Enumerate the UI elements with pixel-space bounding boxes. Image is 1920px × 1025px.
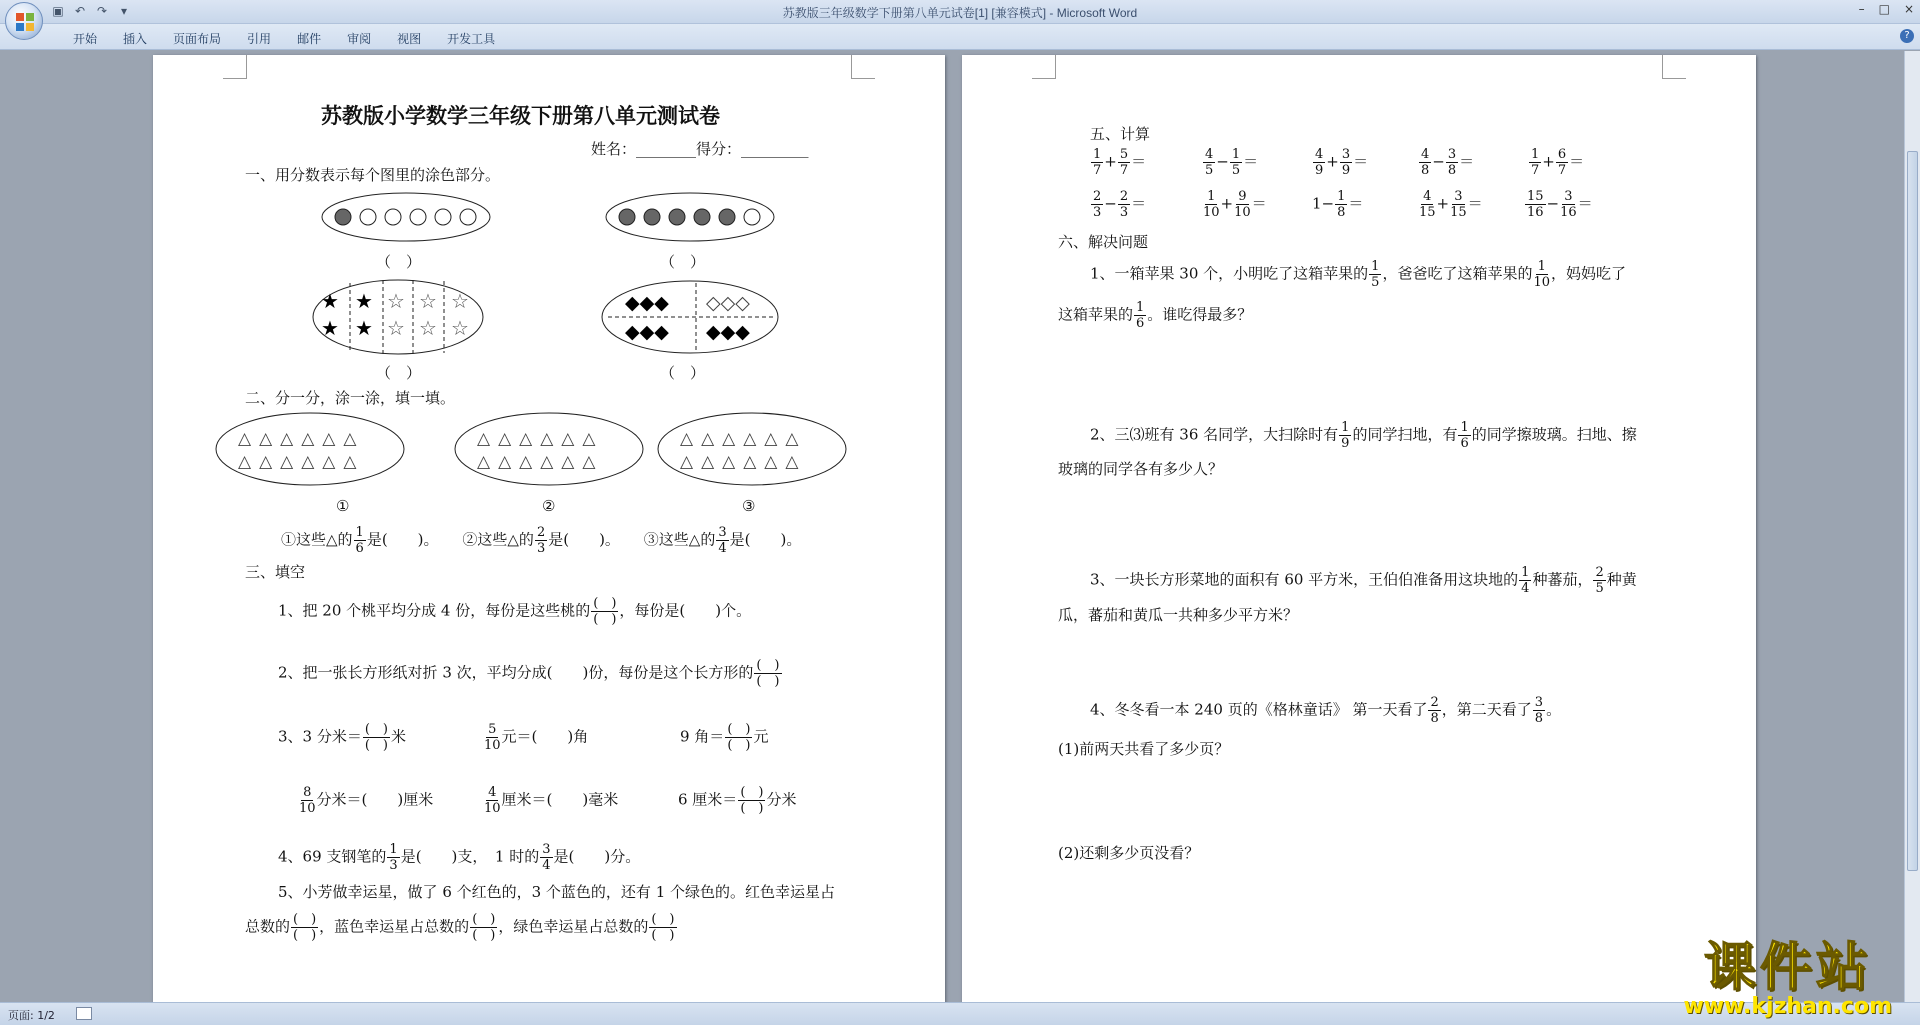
fill-question-3c: 9 角＝ $\frac{( )}{( )}$ 元 [680, 722, 769, 753]
svg-text:☆: ☆ [451, 316, 469, 340]
fill-question-5: 5、小芳做幸运星，做了 6 个红色的，3 个蓝色的，还有 1 个绿色的。红色幸运星占 [278, 883, 836, 901]
question-text: 是( )支， 1 时的 [400, 847, 540, 866]
question-text: ，蓝色幸运星占总数的 [319, 917, 470, 936]
calc-row-1: $\frac{4}{9}$ + $\frac{3}{9}$ ＝ [1315, 147, 1369, 178]
title-bar [0, 0, 1920, 24]
problem-4-part-2: (2)还剩多少页没看？ [1058, 844, 1200, 862]
section-2-question: ①这些△的 $\frac{1}{6}$ 是( )。 ②这些△的 $\frac{2}{3}$ 是( )。 ③这些△的 $\frac{3}{4}$ 是( )。 [281, 525, 802, 556]
window-title: 苏教版三年级数学下册第八单元试卷[1] [兼容模式] - Microsoft Word [782, 6, 1138, 20]
question-text: 种黄 [1606, 570, 1637, 589]
answer-blank: （ ） [660, 253, 706, 271]
question-text: 是( )。 [366, 530, 439, 549]
help-icon[interactable]: ? [1900, 29, 1914, 43]
question-text: ，爸爸吃了这箱苹果的 [1382, 264, 1533, 283]
calc-row-2: $\frac{2}{3}$ − $\frac{2}{3}$ ＝ [1093, 189, 1147, 220]
question-text: 厘米＝( )毫米 [501, 790, 619, 809]
svg-text:◆◆◆: ◆◆◆ [706, 321, 750, 343]
problem-1: 1、一箱苹果 30 个，小明吃了这箱苹果的 $\frac{1}{5}$ ，爸爸吃了这箱苹果的 $\frac{1}{10}$ ，妈妈吃了 [1090, 259, 1627, 290]
question-text: 2、三⑶班有 36 名同学，大扫除时有 [1090, 425, 1339, 444]
question-text: ，妈妈吃了 [1551, 264, 1627, 283]
document-workspace [0, 51, 1904, 1002]
question-text: 。谁吃得最多？ [1147, 305, 1253, 324]
office-logo-icon [15, 12, 35, 32]
answer-blank: （ ） [376, 253, 422, 271]
problem-3: 3、一块长方形菜地的面积有 60 平方米，王伯伯准备用这块地的 $\frac{1}{4}$ 种蕃茄， $\frac{2}{5}$ 种黄 [1090, 565, 1637, 596]
calc-row-1: $\frac{4}{5}$ − $\frac{1}{5}$ ＝ [1205, 147, 1259, 178]
document-page-1[interactable] [153, 55, 945, 1002]
section-3-heading: 三、填空 [245, 563, 306, 581]
question-text: ，每份是( )个。 [619, 601, 752, 620]
figure-circles-2 [606, 193, 774, 241]
section-2-heading: 二、分一分，涂一涂，填一填。 [245, 389, 456, 407]
fill-question-3b: $\frac{5}{10}$ 元＝( )角 [484, 722, 589, 753]
tab-mailings[interactable]: 邮件 [297, 32, 322, 46]
question-text: 是( )分。 [553, 847, 641, 866]
status-bar [0, 1002, 1920, 1025]
question-text: 总数的 [245, 917, 291, 936]
problem-4: 4、冬冬看一本 240 页的《格林童话》 第一天看了 $\frac{2}{8}$ ，第二天看了 $\frac{3}{8}$ 。 [1090, 695, 1562, 726]
question-text: 元＝( )角 [501, 727, 589, 746]
fill-question-3a: 3、3 分米＝ $\frac{( )}{( )}$ 米 [278, 722, 407, 753]
svg-text:◆◆◆: ◆◆◆ [625, 292, 669, 314]
question-text: ③这些△的 [643, 530, 716, 549]
tab-references[interactable]: 引用 [247, 32, 272, 46]
crop-mark [1032, 55, 1056, 79]
tab-home[interactable]: 开始 [73, 32, 98, 46]
problem-2-cont: 玻璃的同学各有多少人？ [1058, 460, 1224, 478]
figure-label-2: ② [542, 497, 556, 515]
fill-question-1: 1、把 20 个桃平均分成 4 份，每份是这些桃的 $\frac{( )}{( )}$ ，每份是( )个。 [278, 596, 752, 627]
figure-circles-1 [322, 193, 490, 241]
problem-1-cont: 这箱苹果的 $\frac{1}{6}$ 。谁吃得最多？ [1058, 300, 1253, 331]
minimize-button[interactable]: – [1858, 2, 1865, 16]
question-text: 分米 [766, 790, 797, 809]
tab-developer[interactable]: 开发工具 [447, 32, 496, 46]
watermark-text: 课件站 [1703, 938, 1872, 998]
svg-text:△△△△△△: △△△△△△ [680, 429, 807, 449]
figure-label-1: ① [336, 497, 350, 515]
tab-review[interactable]: 审阅 [347, 32, 372, 46]
question-text: 的同学擦玻璃。扫地、擦 [1471, 425, 1637, 444]
figure-label-3: ③ [742, 497, 756, 515]
figure-stars [313, 280, 483, 354]
svg-text:★: ★ [321, 289, 339, 313]
question-text: 2、把一张长方形纸对折 3 次，平均分成( )份，每份是这个长方形的 [278, 663, 754, 682]
svg-text:☆: ☆ [419, 289, 437, 313]
close-button[interactable]: × [1903, 2, 1914, 16]
svg-text:☆: ☆ [451, 289, 469, 313]
calc-row-1: $\frac{4}{8}$ − $\frac{3}{8}$ ＝ [1421, 147, 1475, 178]
calc-row-2: $\frac{1}{10}$ + $\frac{9}{10}$ ＝ [1203, 189, 1267, 220]
proofing-icon[interactable] [76, 1007, 92, 1020]
question-text: 是( )。 [548, 530, 620, 549]
svg-text:◆◆◆: ◆◆◆ [625, 321, 669, 343]
svg-text:★: ★ [355, 289, 373, 313]
problem-2: 2、三⑶班有 36 名同学，大扫除时有 $\frac{1}{9}$ 的同学扫地，有 $\frac{1}{6}$ 的同学擦玻璃。扫地、擦 [1090, 420, 1637, 451]
vertical-scrollbar[interactable] [1904, 51, 1920, 1002]
calc-row-1: $\frac{1}{7}$ + $\frac{5}{7}$ ＝ [1093, 147, 1147, 178]
calc-row-2: $\frac{15}{16}$ − $\frac{3}{16}$ ＝ [1527, 189, 1593, 220]
question-text: 米 [391, 727, 407, 746]
watermark-logo [1683, 925, 1892, 1019]
question-text: ②这些△的 [462, 530, 534, 549]
page-count[interactable]: 页面: 1/2 [8, 1009, 55, 1022]
question-text: 6 厘米＝ [678, 790, 738, 809]
svg-text:△△△△△△: △△△△△△ [477, 452, 604, 472]
question-text: 这箱苹果的 [1058, 305, 1134, 324]
question-text: 的同学扫地，有 [1352, 425, 1458, 444]
question-text: 3、3 分米＝ [278, 727, 362, 746]
save-icon[interactable]: ▣ [52, 4, 64, 18]
section-6-heading: 六、解决问题 [1058, 233, 1149, 251]
svg-text:△△△△△△: △△△△△△ [238, 452, 365, 472]
maximize-button[interactable]: □ [1878, 2, 1890, 16]
question-text: 分米＝( )厘米 [316, 790, 434, 809]
scrollbar-thumb[interactable] [1907, 151, 1918, 871]
svg-text:☆: ☆ [419, 316, 437, 340]
question-text: 种蕃茄， [1532, 570, 1593, 589]
crop-mark [1662, 55, 1686, 79]
svg-text:★: ★ [321, 316, 339, 340]
calc-row-2: 1− $\frac{1}{8}$ ＝ [1312, 189, 1364, 220]
name-score-line: 姓名：________得分：_________ [591, 140, 809, 158]
section-5-heading: 五、计算 [1090, 125, 1151, 143]
figure-triangles-3 [658, 413, 846, 485]
question-text: 。 [1546, 700, 1562, 719]
section-1-heading: 一、用分数表示每个图里的涂色部分。 [245, 166, 501, 184]
window-controls [1859, 2, 1914, 16]
svg-text:☆: ☆ [387, 289, 405, 313]
document-page-2[interactable] [962, 55, 1756, 1002]
fill-question-4: 4、69 支钢笔的 $\frac{1}{3}$ 是( )支， 1 时的 $\frac{3}{4}$ 是( )分。 [278, 842, 641, 873]
svg-text:☆: ☆ [387, 316, 405, 340]
watermark-url: www.kjzhan.com [1683, 994, 1892, 1019]
question-text: ，第二天看了 [1441, 700, 1532, 719]
svg-text:△△△△△△: △△△△△△ [238, 429, 365, 449]
redo-icon[interactable]: ↷ [96, 4, 108, 18]
customize-dropdown-icon[interactable]: ▾ [120, 4, 128, 18]
tab-view[interactable]: 视图 [397, 32, 422, 46]
office-button[interactable] [5, 2, 43, 40]
question-text: 3、一块长方形菜地的面积有 60 平方米，王伯伯准备用这块地的 [1090, 570, 1519, 589]
svg-text:◇◇◇: ◇◇◇ [706, 292, 750, 314]
figure-diamonds [602, 281, 778, 353]
question-text: 9 角＝ [680, 727, 725, 746]
page-title: 苏教版小学数学三年级下册第八单元测试卷 [321, 104, 720, 128]
fill-question-3f: 6 厘米＝ $\frac{( )}{( )}$ 分米 [678, 785, 797, 816]
answer-blank: （ ） [376, 364, 422, 382]
svg-text:△△△△△△: △△△△△△ [680, 452, 807, 472]
figure-triangles-2 [455, 413, 643, 485]
fill-question-3d: $\frac{8}{10}$ 分米＝( )厘米 [299, 785, 434, 816]
question-text: ，绿色幸运星占总数的 [498, 917, 649, 936]
question-text: 1、一箱苹果 30 个，小明吃了这箱苹果的 [1090, 264, 1369, 283]
question-text: 是( )。 [729, 530, 802, 549]
calc-row-2: $\frac{4}{15}$ + $\frac{3}{15}$ ＝ [1419, 189, 1483, 220]
fill-question-3e: $\frac{4}{10}$ 厘米＝( )毫米 [484, 785, 619, 816]
fill-question-2: 2、把一张长方形纸对折 3 次，平均分成( )份，每份是这个长方形的 $\frac{( )}{( )}$ [278, 658, 780, 689]
question-text: 元 [753, 727, 769, 746]
answer-blank: （ ） [660, 364, 706, 382]
svg-text:△△△△△△: △△△△△△ [477, 429, 604, 449]
problem-4-part-1: (1)前两天共看了多少页？ [1058, 740, 1230, 758]
question-text: 4、69 支钢笔的 [278, 847, 387, 866]
tab-page-layout[interactable]: 页面布局 [173, 32, 222, 46]
undo-icon[interactable]: ↶ [74, 4, 86, 18]
fill-question-5-cont: 总数的 $\frac{( )}{( )}$ ，蓝色幸运星占总数的 $\frac{( )}{( )}$ ，绿色幸运星占总数的 $\frac{( )}{( )}$ [245, 912, 675, 943]
question-text: ①这些△的 [281, 530, 353, 549]
tab-insert[interactable]: 插入 [123, 32, 148, 46]
svg-text:★: ★ [355, 316, 373, 340]
ribbon-tabs [0, 24, 1920, 50]
problem-3-cont: 瓜，蕃茄和黄瓜一共种多少平方米？ [1058, 606, 1299, 624]
question-text: 4、冬冬看一本 240 页的《格林童话》 第一天看了 [1090, 700, 1428, 719]
calc-row-1: $\frac{1}{7}$ + $\frac{6}{7}$ ＝ [1531, 147, 1585, 178]
question-text: 1、把 20 个桃平均分成 4 份，每份是这些桃的 [278, 601, 591, 620]
figure-triangles-1 [216, 413, 404, 485]
